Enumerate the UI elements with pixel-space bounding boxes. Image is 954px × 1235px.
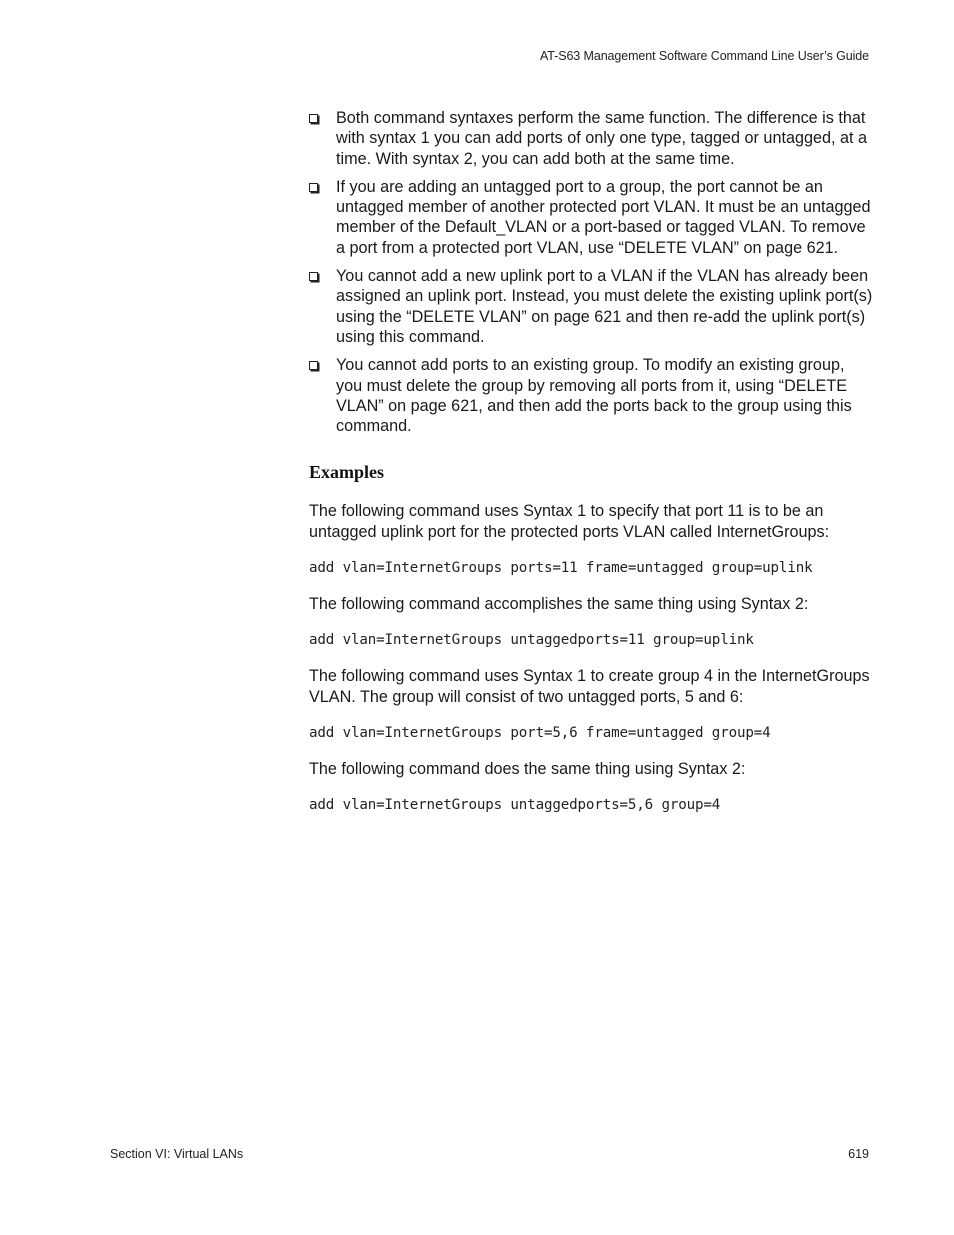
checkbox-bullet-icon [309, 272, 318, 281]
example-description: The following command accomplishes the same thing using Syntax 2: [309, 595, 809, 614]
note-text: You cannot add a new uplink port to a VLAN if the VLAN has already been assigned an uplink port. Instead, you must delete the existing uplink port(s) using the “DELETE VLAN” on page 621 and then re-add the uplink port(s) using this command. [336, 267, 873, 346]
example-description: The following command does the same thing using Syntax 2: [309, 759, 746, 778]
example-command: add vlan=InternetGroups untaggedports=5,6 group=4 [309, 797, 721, 814]
note-item [309, 108, 874, 169]
note-item [309, 177, 874, 258]
note-item [309, 355, 874, 436]
page-content [309, 108, 874, 831]
note-text: You cannot add ports to an existing group. To modify an existing group, you must delete the group by removing all ports from it, using “DELETE VLAN” on page 621, and then add the ports back to the group using this command. [336, 356, 852, 436]
notes-list [309, 108, 874, 436]
running-header-title: AT-S63 Management Software Command Line User’s Guide [540, 49, 869, 63]
note-text: Both command syntaxes perform the same function. The difference is that with syntax 1 you can add ports of only one type, tagged or untagged, at a time. With syntax 2, you can add both at the same time. [336, 109, 867, 168]
example-command: add vlan=InternetGroups port=5,6 frame=untagged group=4 [309, 724, 771, 741]
example-command: add vlan=InternetGroups untaggedports=11 group=uplink [309, 632, 754, 649]
checkbox-bullet-icon [309, 361, 318, 370]
footer-section: Section VI: Virtual LANs [110, 1147, 244, 1161]
note-text: If you are adding an untagged port to a group, the port cannot be an untagged member of another protected port VLAN. It must be an untagged member of the Default_VLAN or a port-based or tagged VLAN. To remove a port from a protected port VLAN, use “DELETE VLAN” on page 621. [336, 177, 871, 257]
page-number: 619 [848, 1147, 869, 1161]
example-command: add vlan=InternetGroups ports=11 frame=untagged group=uplink [309, 560, 813, 577]
checkbox-bullet-icon [309, 114, 318, 123]
note-item [309, 266, 874, 347]
checkbox-bullet-icon [309, 183, 318, 192]
example-description: The following command uses Syntax 1 to create group 4 in the InternetGroups VLAN. The group will consist of two untagged ports, 5 and 6: [309, 667, 870, 706]
examples-heading: Examples [309, 462, 385, 483]
example-description: The following command uses Syntax 1 to specify that port 11 is to be an untagged uplink port for the protected ports VLAN called InternetGroups: [309, 502, 830, 541]
